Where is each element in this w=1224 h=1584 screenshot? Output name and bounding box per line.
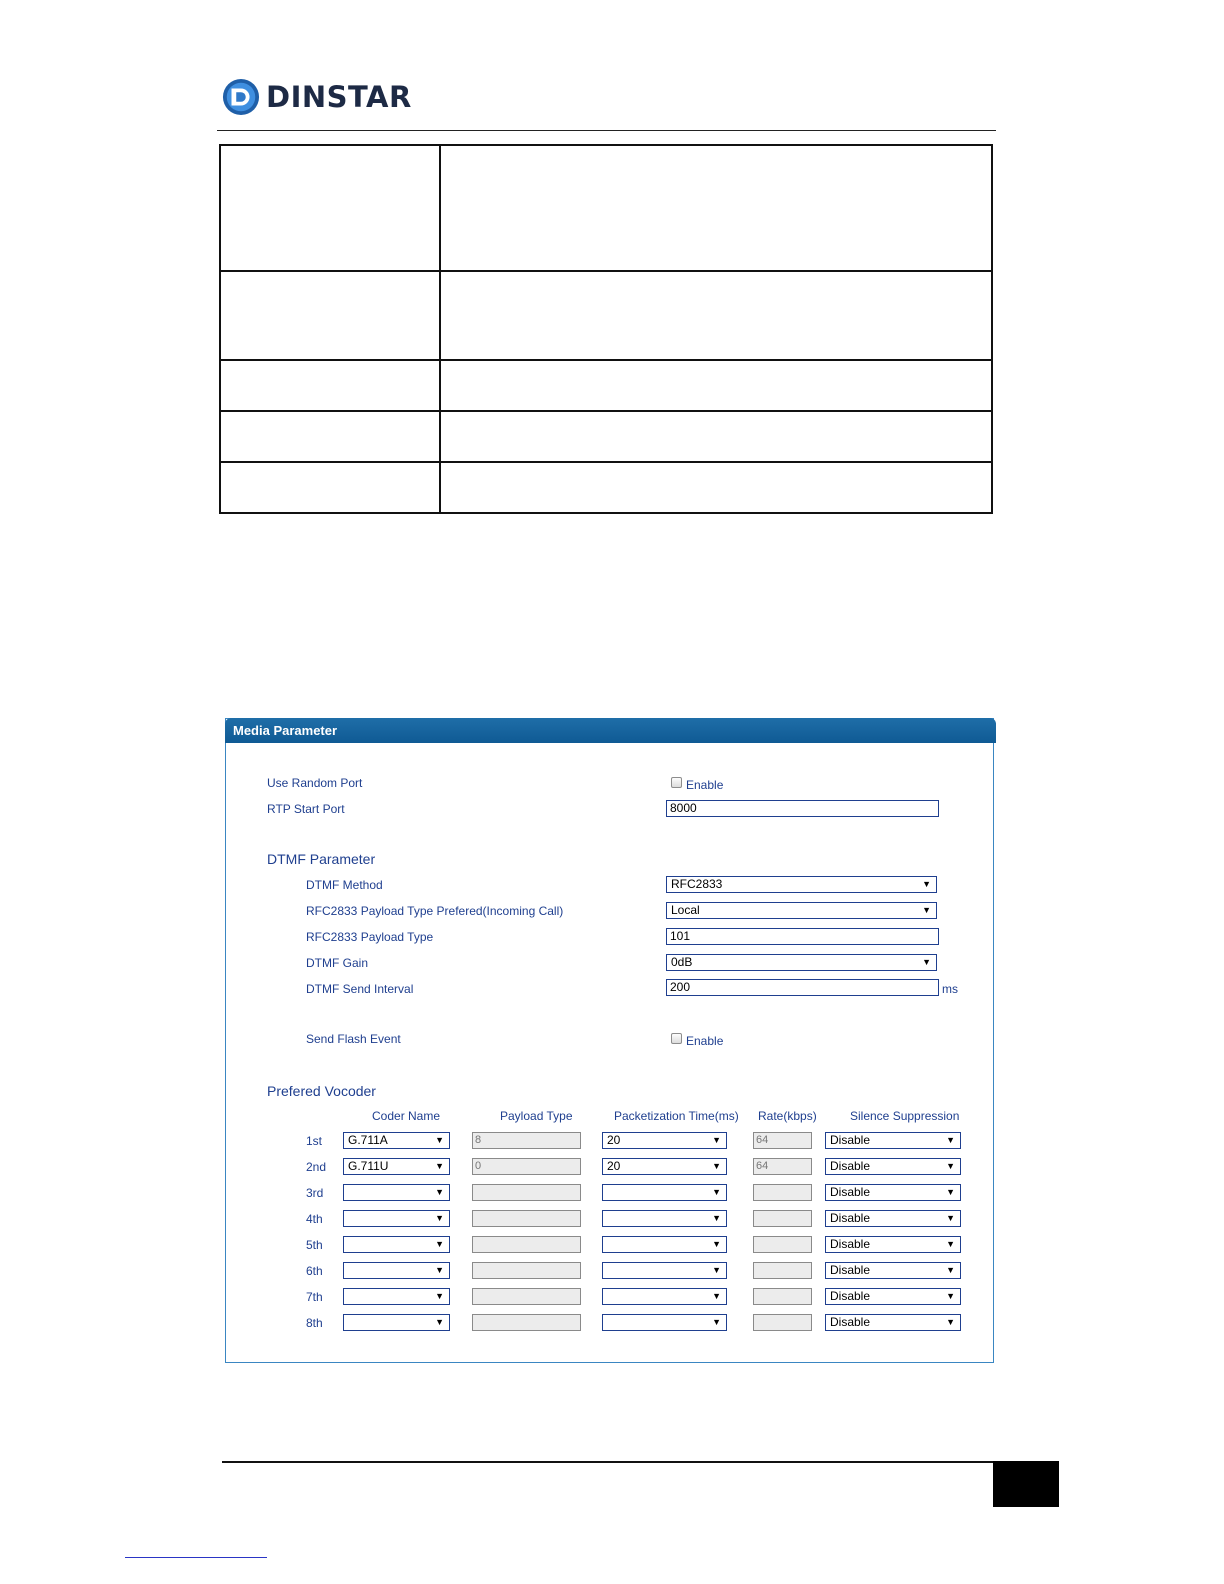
packetization-time-value: 20 xyxy=(607,1133,621,1147)
rate-field xyxy=(753,1288,812,1305)
packetization-time-select[interactable] xyxy=(602,1288,727,1305)
dropdown-arrow-icon: ▼ xyxy=(435,1187,444,1197)
rfc2833-payload-label: RFC2833 Payload Type xyxy=(306,930,434,944)
vocoder-rank-label: 1st xyxy=(306,1134,323,1148)
dropdown-arrow-icon: ▼ xyxy=(946,1265,955,1275)
dropdown-arrow-icon: ▼ xyxy=(435,1265,444,1275)
silence-suppression-select[interactable] xyxy=(825,1210,961,1227)
rate-field xyxy=(753,1236,812,1253)
dropdown-arrow-icon: ▼ xyxy=(712,1187,721,1197)
dropdown-arrow-icon: ▼ xyxy=(946,1213,955,1223)
silence-suppression-select[interactable] xyxy=(825,1262,961,1279)
vocoder-rank-label: 5th xyxy=(306,1238,323,1252)
dtmf-interval-label: DTMF Send Interval xyxy=(306,982,414,996)
dropdown-arrow-icon: ▼ xyxy=(435,1135,444,1145)
dtmf-method-value: RFC2833 xyxy=(671,877,723,891)
rfc2833-pref-value: Local xyxy=(671,903,700,917)
coder-name-select[interactable] xyxy=(343,1210,450,1227)
dropdown-arrow-icon: ▼ xyxy=(946,1317,955,1327)
header-divider xyxy=(217,130,996,131)
coder-name-select[interactable] xyxy=(343,1314,450,1331)
dropdown-arrow-icon: ▼ xyxy=(712,1291,721,1301)
dropdown-arrow-icon: ▼ xyxy=(435,1291,444,1301)
coder-name-value: G.711U xyxy=(348,1159,389,1173)
coder-name-select[interactable] xyxy=(343,1236,450,1253)
panel-header xyxy=(225,718,996,743)
vocoder-rank-label: 8th xyxy=(306,1316,323,1330)
col-payload-type: Payload Type xyxy=(500,1109,573,1123)
payload-type-field: 0 xyxy=(472,1158,581,1175)
rate-field xyxy=(753,1314,812,1331)
dropdown-arrow-icon: ▼ xyxy=(435,1213,444,1223)
payload-type-field: 8 xyxy=(472,1132,581,1149)
silence-suppression-value: Disable xyxy=(830,1289,871,1303)
col-silence-suppression: Silence Suppression xyxy=(850,1109,960,1123)
silence-suppression-select[interactable] xyxy=(825,1288,961,1305)
rtp-start-port-input[interactable]: 8000 xyxy=(666,800,939,817)
silence-suppression-value: Disable xyxy=(830,1211,871,1225)
vocoder-rank-label: 4th xyxy=(306,1212,323,1226)
vocoder-rank-label: 7th xyxy=(306,1290,323,1304)
dtmf-parameter-heading: DTMF Parameter xyxy=(267,851,376,867)
dtmf-method-select[interactable] xyxy=(666,876,937,893)
packetization-time-select[interactable] xyxy=(602,1210,727,1227)
silence-suppression-select[interactable] xyxy=(825,1236,961,1253)
payload-type-field xyxy=(472,1262,581,1279)
dinstar-logo xyxy=(222,78,412,116)
dropdown-arrow-icon: ▼ xyxy=(435,1161,444,1171)
dropdown-arrow-icon: ▼ xyxy=(712,1161,721,1171)
dropdown-arrow-icon: ▼ xyxy=(922,905,931,915)
dropdown-arrow-icon: ▼ xyxy=(946,1161,955,1171)
dtmf-gain-select[interactable] xyxy=(666,954,937,971)
table-row xyxy=(220,360,992,411)
dtmf-interval-input[interactable]: 200 xyxy=(666,979,939,996)
packetization-time-select[interactable] xyxy=(602,1184,727,1201)
send-flash-enable-label: Enable xyxy=(686,1034,724,1048)
payload-type-field xyxy=(472,1288,581,1305)
dropdown-arrow-icon: ▼ xyxy=(712,1317,721,1327)
coder-name-select[interactable] xyxy=(343,1184,450,1201)
silence-suppression-select[interactable] xyxy=(825,1132,961,1149)
table-row xyxy=(220,462,992,513)
dtmf-method-label: DTMF Method xyxy=(306,878,383,892)
media-parameter-panel xyxy=(225,718,994,1363)
footer-link-underline xyxy=(125,1557,267,1558)
silence-suppression-value: Disable xyxy=(830,1185,871,1199)
rate-field xyxy=(753,1184,812,1201)
dropdown-arrow-icon: ▼ xyxy=(712,1239,721,1249)
dtmf-interval-unit: ms xyxy=(942,982,958,996)
rfc2833-payload-input[interactable]: 101 xyxy=(666,928,939,945)
silence-suppression-value: Disable xyxy=(830,1263,871,1277)
use-random-port-enable-label: Enable xyxy=(686,778,724,792)
silence-suppression-value: Disable xyxy=(830,1159,871,1173)
col-packetization-time: Packetization Time(ms) xyxy=(614,1109,739,1123)
silence-suppression-value: Disable xyxy=(830,1237,871,1251)
payload-type-field xyxy=(472,1184,581,1201)
vocoder-rank-label: 6th xyxy=(306,1264,323,1278)
coder-name-select[interactable] xyxy=(343,1288,450,1305)
dropdown-arrow-icon: ▼ xyxy=(946,1187,955,1197)
dropdown-arrow-icon: ▼ xyxy=(922,879,931,889)
dropdown-arrow-icon: ▼ xyxy=(946,1135,955,1145)
rtp-start-port-label: RTP Start Port xyxy=(267,802,345,816)
col-coder-name: Coder Name xyxy=(372,1109,441,1123)
table-row xyxy=(220,145,992,271)
brand-name: DINSTAR xyxy=(266,80,412,114)
packetization-time-select[interactable] xyxy=(602,1158,727,1175)
dropdown-arrow-icon: ▼ xyxy=(712,1265,721,1275)
rfc2833-pref-label: RFC2833 Payload Type Prefered(Incoming Call) xyxy=(306,904,564,918)
packetization-time-select[interactable] xyxy=(602,1314,727,1331)
silence-suppression-value: Disable xyxy=(830,1133,871,1147)
use-random-port-checkbox[interactable] xyxy=(671,777,682,788)
silence-suppression-select[interactable] xyxy=(825,1158,961,1175)
payload-type-field xyxy=(472,1236,581,1253)
dropdown-arrow-icon: ▼ xyxy=(712,1213,721,1223)
table-row xyxy=(220,271,992,360)
page-number-box xyxy=(993,1461,1059,1507)
coder-name-select[interactable] xyxy=(343,1132,450,1149)
packetization-time-select[interactable] xyxy=(602,1236,727,1253)
dtmf-gain-value: 0dB xyxy=(671,955,693,969)
footer-divider xyxy=(222,1461,993,1463)
silence-suppression-value: Disable xyxy=(830,1315,871,1329)
col-rate: Rate(kbps) xyxy=(758,1109,817,1123)
send-flash-label: Send Flash Event xyxy=(306,1032,401,1046)
rate-field: 64 xyxy=(753,1132,812,1149)
dtmf-gain-label: DTMF Gain xyxy=(306,956,369,970)
dropdown-arrow-icon: ▼ xyxy=(435,1317,444,1327)
dropdown-arrow-icon: ▼ xyxy=(922,957,931,967)
coder-name-value: G.711A xyxy=(348,1133,388,1147)
dinstar-logo-icon xyxy=(222,78,260,116)
vocoder-rank-label: 2nd xyxy=(306,1160,327,1174)
coder-name-select[interactable] xyxy=(343,1158,450,1175)
payload-type-field xyxy=(472,1314,581,1331)
rate-field: 64 xyxy=(753,1158,812,1175)
silence-suppression-select[interactable] xyxy=(825,1314,961,1331)
packetization-time-value: 20 xyxy=(607,1159,621,1173)
table-row xyxy=(220,411,992,462)
silence-suppression-select[interactable] xyxy=(825,1184,961,1201)
packetization-time-select[interactable] xyxy=(602,1132,727,1149)
dropdown-arrow-icon: ▼ xyxy=(435,1239,444,1249)
dropdown-arrow-icon: ▼ xyxy=(946,1239,955,1249)
use-random-port-label: Use Random Port xyxy=(267,776,363,790)
vocoder-rank-label: 3rd xyxy=(306,1186,324,1200)
rate-field xyxy=(753,1210,812,1227)
payload-type-field xyxy=(472,1210,581,1227)
panel-title: Media Parameter xyxy=(233,723,338,738)
rfc2833-pref-select[interactable] xyxy=(666,902,937,919)
rate-field xyxy=(753,1262,812,1279)
document-table xyxy=(219,144,993,514)
packetization-time-select[interactable] xyxy=(602,1262,727,1279)
dropdown-arrow-icon: ▼ xyxy=(712,1135,721,1145)
dropdown-arrow-icon: ▼ xyxy=(946,1291,955,1301)
send-flash-checkbox[interactable] xyxy=(671,1033,682,1044)
coder-name-select[interactable] xyxy=(343,1262,450,1279)
prefered-vocoder-heading: Prefered Vocoder xyxy=(267,1083,376,1099)
